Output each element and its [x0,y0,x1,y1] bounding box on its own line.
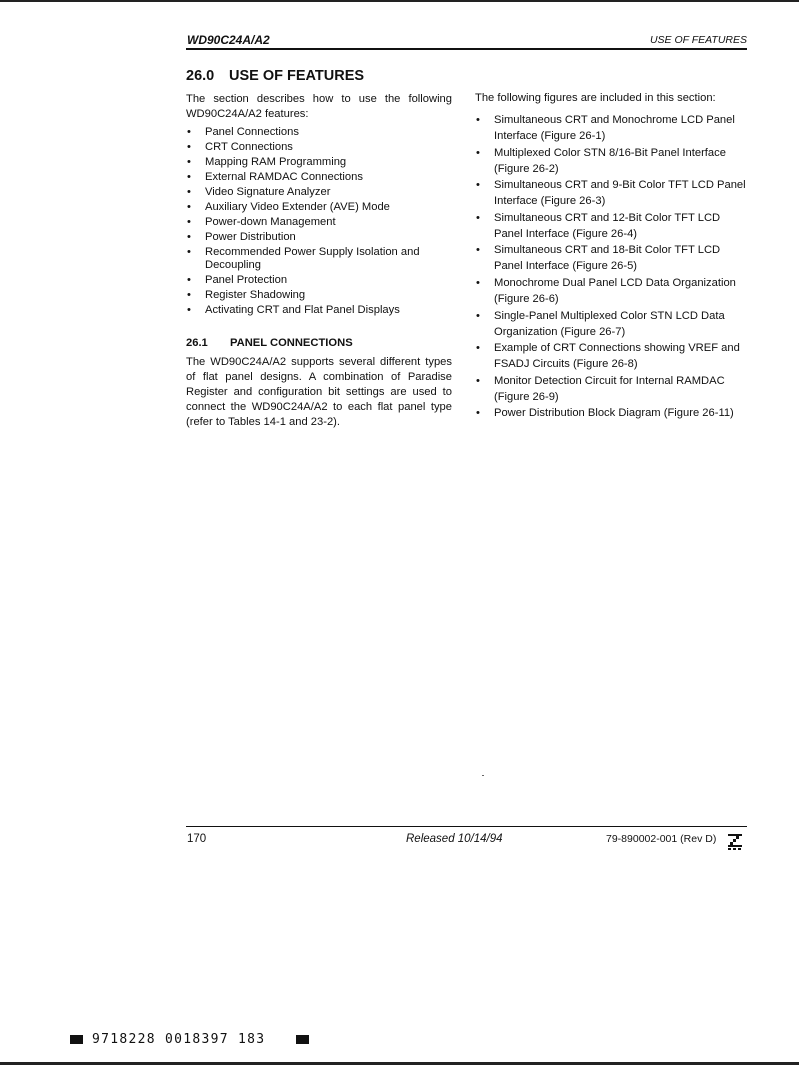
figure-item [475,210,747,242]
figure-item-text: Single-Panel Multiplexed Color STN LCD Data Organization (Figure 26-7) [494,309,725,338]
barcode-number: 9718228 0018397 183 [92,1032,266,1047]
figure-item [475,340,747,372]
figure-item-text: Simultaneous CRT and 12-Bit Color TFT LCD Panel Interface (Figure 26-4) [494,211,721,240]
feature-item [186,216,452,229]
figure-item [475,405,747,421]
section-number: 26.0 [186,68,215,84]
bullet-icon: • [476,114,480,126]
feature-item [186,141,452,154]
feature-item [186,231,452,244]
left-column [186,68,452,430]
feature-item-text: Auxiliary Video Extender (AVE) Mode [205,201,390,213]
figure-item [475,242,747,274]
feature-item-text: Mapping RAM Programming [205,156,347,168]
figure-item [475,145,747,177]
feature-item-text: Panel Protection [205,274,288,286]
footer-doc-number: 79-890002-001 (Rev D) [606,833,717,845]
bullet-icon: • [476,244,480,257]
bullet-icon: • [476,407,480,420]
scan-speck [482,775,484,776]
feature-item [186,156,452,169]
footer-release-date: Released 10/14/94 [406,833,503,845]
bullet-icon: • [187,186,191,198]
feature-item [186,186,452,199]
footer-page-number: 170 [187,833,207,845]
bullet-icon: • [187,171,191,183]
subsection-title: PANEL CONNECTIONS [230,337,353,349]
feature-item-text: External RAMDAC Connections [205,171,363,183]
header-section-name: USE OF FEATURES [649,34,747,46]
bullet-icon: • [187,304,191,316]
figure-list [475,112,747,421]
feature-item-text: Video Signature Analyzer [205,186,331,198]
subsection-body: The WD90C24A/A2 supports several different types of flat panel designs. A combination of Paradise Register and configuration bit settings are used to connect the WD90C24A/A2 to each flat panel type (refer to Tables 14-1 and 23-2). [186,356,452,428]
right-column [475,91,747,422]
figure-item [475,177,747,209]
barcode-block-right [296,1035,309,1044]
feature-item [186,274,452,287]
company-logo-icon [727,833,743,851]
figure-item-text: Simultaneous CRT and 18-Bit Color TFT LCD Panel Interface (Figure 26-5) [494,244,721,273]
bullet-icon: • [476,309,480,322]
feature-item [186,246,452,272]
figure-item [475,308,747,340]
figure-item [475,373,747,405]
figure-item-text: Simultaneous CRT and 9-Bit Color TFT LCD Panel Interface (Figure 26-3) [494,179,746,208]
feature-item [186,126,452,139]
feature-item [186,304,452,317]
bullet-icon: • [187,126,191,138]
figure-item-text: Example of CRT Connections showing VREF and FSADJ Circuits (Figure 26-8) [494,342,740,371]
figure-item-text: Power Distribution Block Diagram (Figure 26-11) [494,407,734,420]
feature-item-text: Register Shadowing [205,289,306,301]
bullet-icon: • [476,342,480,355]
bullet-icon: • [476,374,480,387]
feature-item-text: Panel Connections [205,126,299,138]
bullet-icon: • [187,246,191,258]
feature-item [186,201,452,214]
feature-item [186,289,452,302]
bullet-icon: • [187,201,191,213]
section-intro: The section describes how to use the following WD90C24A/A2 features: [186,93,452,120]
subsection-heading [186,337,452,349]
subsection-number: 26.1 [186,337,208,349]
bullet-icon: • [187,289,191,301]
figure-item-text: Multiplexed Color STN 8/16-Bit Panel Interface (Figure 26-2) [494,146,726,175]
figures-intro: The following figures are included in this section: [475,92,716,104]
bullet-icon: • [187,216,191,228]
bullet-icon: • [187,274,191,286]
bullet-icon: • [187,156,191,168]
bullet-icon: • [476,211,480,224]
barcode-block-left [70,1035,83,1044]
header-rule [186,48,747,50]
bullet-icon: • [476,146,480,159]
page-top-edge [0,0,799,2]
figure-item [475,275,747,307]
feature-item-text: Power-down Management [205,216,336,228]
bullet-icon: • [187,141,191,153]
feature-item [186,171,452,184]
feature-list [186,126,452,317]
feature-item-text: Power Distribution [205,231,296,243]
feature-item-text: CRT Connections [205,141,293,153]
feature-item-text: Activating CRT and Flat Panel Displays [205,304,400,316]
header-doc-id: WD90C24A/A2 [187,33,270,47]
figure-item-text: Monitor Detection Circuit for Internal RAMDAC (Figure 26-9) [494,374,725,403]
figure-item [475,112,747,144]
bullet-icon: • [187,231,191,243]
bullet-icon: • [476,179,480,192]
figure-item-text: Simultaneous CRT and Monochrome LCD Panel Interface (Figure 26-1) [494,114,735,142]
feature-item-text: Recommended Power Supply Isolation and Decoupling [205,246,420,271]
section-title: USE OF FEATURES [229,68,365,84]
figure-item-text: Monochrome Dual Panel LCD Data Organization (Figure 26-6) [494,276,736,305]
bullet-icon: • [476,276,480,289]
footer-rule [186,826,747,827]
section-heading [186,68,452,84]
